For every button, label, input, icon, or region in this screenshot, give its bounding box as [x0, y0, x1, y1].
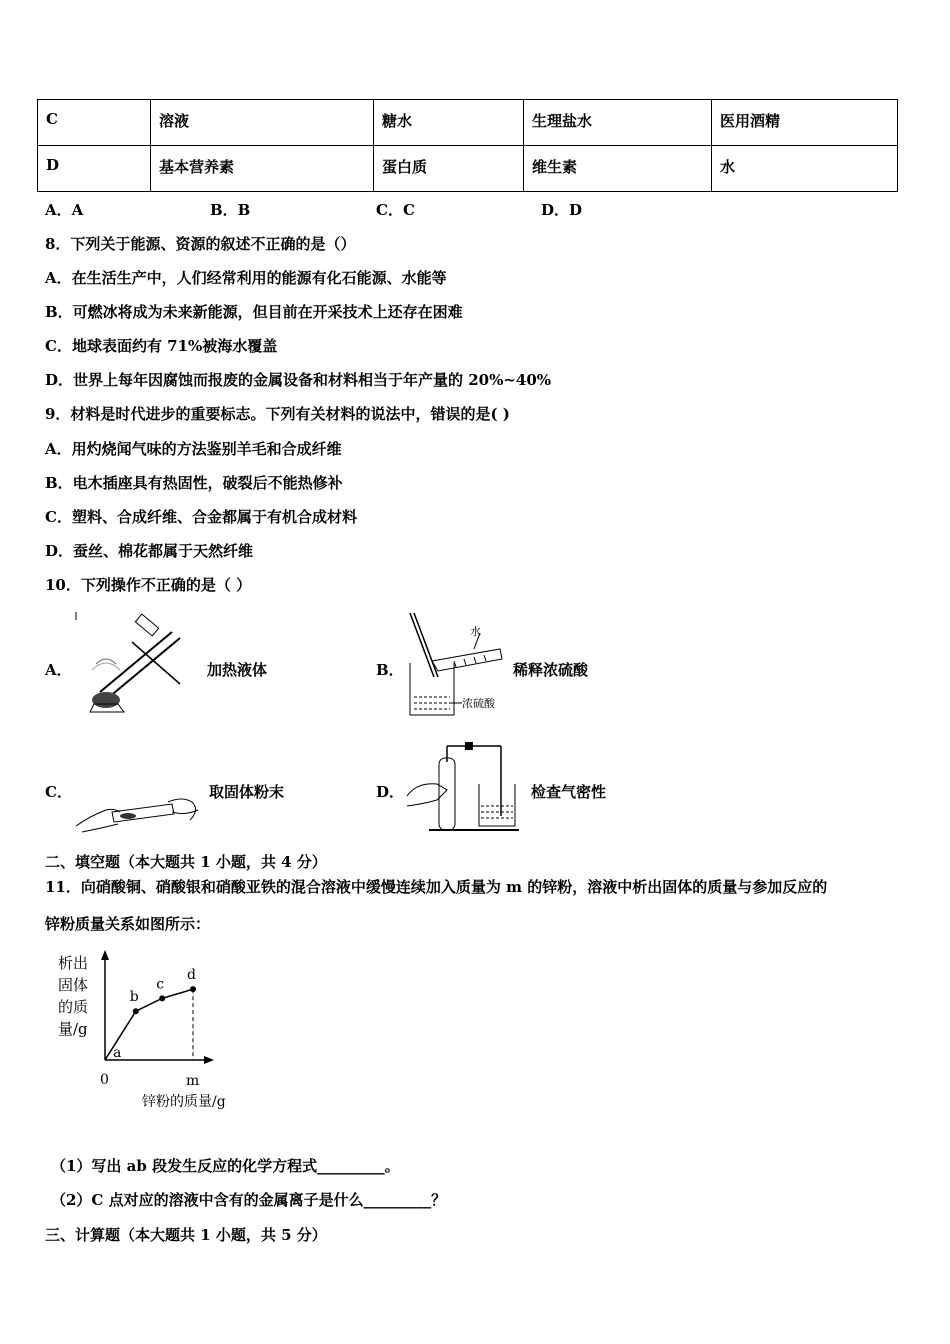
section-3-heading: 三、计算题（本大题共 1 小题，共 5 分）	[45, 1226, 327, 1244]
table-row	[38, 100, 898, 146]
y-axis-label	[58, 954, 88, 1038]
q10-stem: 10．下列操作不正确的是（ ）	[45, 576, 252, 594]
table-cell: C	[38, 100, 151, 146]
point-label: a	[113, 1045, 122, 1061]
table-cell: 医用酒精	[712, 100, 898, 146]
q11-sub-1: （1）写出 ab 段发生反应的化学方程式_________。	[51, 1157, 400, 1175]
table-row	[38, 146, 898, 192]
data-point	[190, 986, 196, 992]
q10-option-d-letter: D．	[376, 783, 405, 801]
options-table	[37, 99, 898, 192]
data-point	[159, 995, 165, 1001]
table-cell: 基本营养素	[151, 146, 374, 192]
q9-option-d: D．蚕丝、棉花都属于天然纤维	[45, 542, 254, 560]
q10-option-c-letter: C．	[45, 783, 72, 801]
dilute-acid-illustration	[404, 611, 514, 719]
y-axis-label-line: 固体	[58, 976, 89, 994]
y-axis-label-line: 析出	[58, 954, 89, 972]
data-series	[105, 967, 196, 1061]
point-label: b	[129, 989, 139, 1006]
zinc-mass-chart	[50, 948, 250, 1116]
q9-option-b: B．电木插座具有热固性，破裂后不能热修补	[45, 474, 343, 492]
q8-option-a: A．在生活生产中，人们经常利用的能源有化石能源、水能等	[45, 269, 447, 287]
table-cell: 糖水	[374, 100, 524, 146]
sulfuric-acid-label: 浓硫酸	[462, 697, 495, 710]
heating-liquid-illustration	[72, 612, 190, 714]
q8-stem: 8．下列关于能源、资源的叙述不正确的是（）	[45, 235, 356, 253]
q8-option-c: C．地球表面约有 71%被海水覆盖	[45, 337, 278, 355]
origin-tick-label: 0	[100, 1072, 109, 1088]
q11-stem-line2: 锌粉质量关系如图所示：	[45, 915, 211, 933]
q10-option-d-caption: 检查气密性	[531, 783, 607, 801]
q10-option-a-letter: A．	[45, 661, 72, 679]
q7-option-d: D．D	[541, 201, 583, 219]
point-label: d	[187, 967, 196, 984]
table-cell: 溶液	[151, 100, 374, 146]
y-axis-label-line: 的质	[58, 998, 89, 1016]
airtightness-illustration	[405, 740, 521, 834]
x-end-tick-label: m	[186, 1073, 200, 1089]
table-cell: D	[38, 146, 151, 192]
q10-option-c-caption: 取固体粉末	[209, 783, 285, 801]
water-label: 水	[470, 625, 481, 638]
data-point	[133, 1008, 139, 1014]
q8-option-b: B．可燃冰将成为未来新能源，但目前在开采技术上还存在困难	[45, 303, 463, 321]
table-cell: 生理盐水	[524, 100, 712, 146]
q7-option-c: C．C	[376, 201, 415, 219]
x-axis-label: 锌粉的质量/g	[142, 1094, 226, 1110]
y-axis-arrow	[101, 950, 109, 960]
q7-option-a: A．A	[45, 201, 84, 219]
q11-sub-2: （2）C 点对应的溶液中含有的金属离子是什么_________？	[51, 1191, 447, 1209]
q9-option-a: A．用灼烧闻气味的方法鉴别羊毛和合成纤维	[45, 440, 342, 458]
q8-option-d: D．世界上每年因腐蚀而报废的金属设备和材料相当于年产量的 20%~40%	[45, 371, 552, 389]
table-cell: 维生素	[524, 146, 712, 192]
q10-option-a-caption: 加热液体	[207, 661, 268, 679]
table-cell: 水	[712, 146, 898, 192]
point-label: c	[156, 976, 165, 993]
q10-option-b-letter: B．	[376, 661, 404, 679]
solid-powder-illustration	[72, 792, 207, 834]
q9-option-c: C．塑料、合成纤维、合金都属于有机合成材料	[45, 508, 357, 526]
section-2-heading: 二、填空题（本大题共 1 小题，共 4 分）	[45, 853, 327, 871]
y-axis-label-line: 量/g	[58, 1020, 88, 1038]
q11-stem-line1: 11．向硝酸铜、硝酸银和硝酸亚铁的混合溶液中缓慢连续加入质量为 m 的锌粉，溶液中析出固体的质量与参加反应的	[45, 878, 828, 896]
q10-option-b-caption: 稀释浓硫酸	[513, 661, 589, 679]
q9-stem: 9．材料是时代进步的重要标志。下列有关材料的说法中，错误的是( )	[45, 405, 510, 423]
q7-option-b: B．B	[210, 201, 251, 219]
x-axis-arrow	[204, 1056, 214, 1064]
table-cell: 蛋白质	[374, 146, 524, 192]
